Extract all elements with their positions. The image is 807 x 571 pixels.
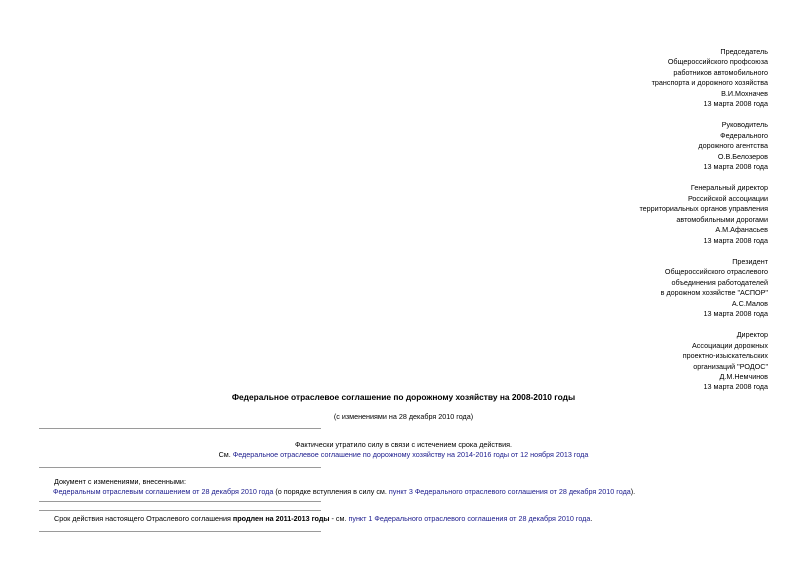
signatory-line: Общероссийского отраслевого (664, 267, 768, 277)
extension-mid: - см. (329, 514, 349, 523)
expired-note-reference (0, 450, 807, 460)
signatory-date: 13 марта 2008 года (703, 308, 768, 318)
signatory-line: территориальных органов управления (639, 204, 768, 214)
extension-end: . (590, 514, 593, 523)
signatory-line: транспорта и дорожного хозяйства (651, 78, 768, 88)
signatory-chairman (639, 47, 768, 109)
signatory-line: автомобильными дорогами (676, 214, 768, 224)
divider (39, 428, 321, 429)
signatory-line: Президент (732, 256, 768, 266)
extension-prefix: Срок действия настоящего Отраслевого соглашения (54, 514, 233, 523)
divider (39, 510, 321, 511)
signatory-director (639, 330, 768, 392)
signatory-name: В.И.Мохначев (721, 88, 768, 98)
signatories-block (639, 47, 768, 404)
signatory-date: 13 марта 2008 года (703, 235, 768, 245)
signatory-head (639, 120, 768, 172)
see-prefix: См. (218, 450, 233, 460)
signatory-line: объединения работодателей (671, 277, 768, 287)
point-1-link[interactable]: пункт 1 Федерального отраслевого соглашения от 28 декабря 2010 года (348, 514, 591, 523)
signatory-line: Руководитель (721, 120, 768, 130)
signatory-president (639, 257, 768, 319)
extension-note-body (54, 514, 592, 524)
signatory-line: организаций "РОДОС" (693, 361, 768, 371)
signatory-line: работников автомобильного (673, 67, 768, 77)
document-title: Федеральное отраслевое соглашение по дорожному хозяйству на 2008-2010 годы (231, 392, 576, 402)
signatory-line: Директор (736, 330, 768, 340)
signatory-general-director (639, 183, 768, 245)
signatory-line: Ассоциации дорожных (692, 340, 768, 350)
divider (39, 501, 321, 502)
document-subtitle: (с изменениями на 28 декабря 2010 года) (333, 412, 474, 421)
signatory-date: 13 марта 2008 года (703, 99, 768, 109)
signatory-name: А.М.Афанасьев (715, 225, 768, 235)
point-3-link[interactable]: пункт 3 Федерального отраслевого соглашения от 28 декабря 2010 года (388, 487, 631, 497)
signatory-line: в дорожном хозяйстве "АСПОР" (660, 288, 768, 298)
changes-note-end: ). (630, 487, 636, 497)
changes-note-heading: Документ с изменениями, внесенными: (54, 477, 186, 486)
changes-note-body (53, 487, 635, 497)
extension-note (54, 514, 592, 524)
signatory-line: Федерального (720, 130, 768, 140)
changes-note (54, 477, 635, 498)
signatory-line: Председатель (720, 47, 768, 56)
signatory-line: Российской ассоциации (687, 193, 768, 203)
divider (39, 467, 321, 468)
signatory-date: 13 марта 2008 года (703, 162, 768, 172)
divider (39, 531, 321, 532)
expired-note (0, 440, 807, 461)
expired-note-text: Фактически утратило силу в связи с истечением срока действия. (294, 440, 513, 449)
signatory-line: проектно-изыскательских (682, 351, 768, 361)
signatory-line: Генеральный директор (690, 183, 768, 193)
changes-note-mid: (о порядке вступления в силу см. (273, 487, 389, 497)
signatory-line: Общероссийского профсоюза (667, 57, 768, 67)
amending-agreement-link[interactable]: Федеральным отраслевым соглашением от 28 декабря 2010 года (53, 487, 274, 497)
signatory-name: Д.М.Немчинов (719, 371, 768, 381)
signatory-date: 13 марта 2008 года (703, 382, 768, 392)
extension-period: продлен на 2011-2013 годы (232, 514, 330, 523)
new-agreement-link[interactable]: Федеральное отраслевое соглашение по дорожному хозяйству на 2014-2016 годы от 12 ноября 2013 года (232, 450, 589, 460)
signatory-name: А.С.Малов (731, 298, 768, 308)
signatory-name: О.В.Белозеров (717, 151, 768, 161)
signatory-line: дорожного агентства (698, 141, 768, 151)
